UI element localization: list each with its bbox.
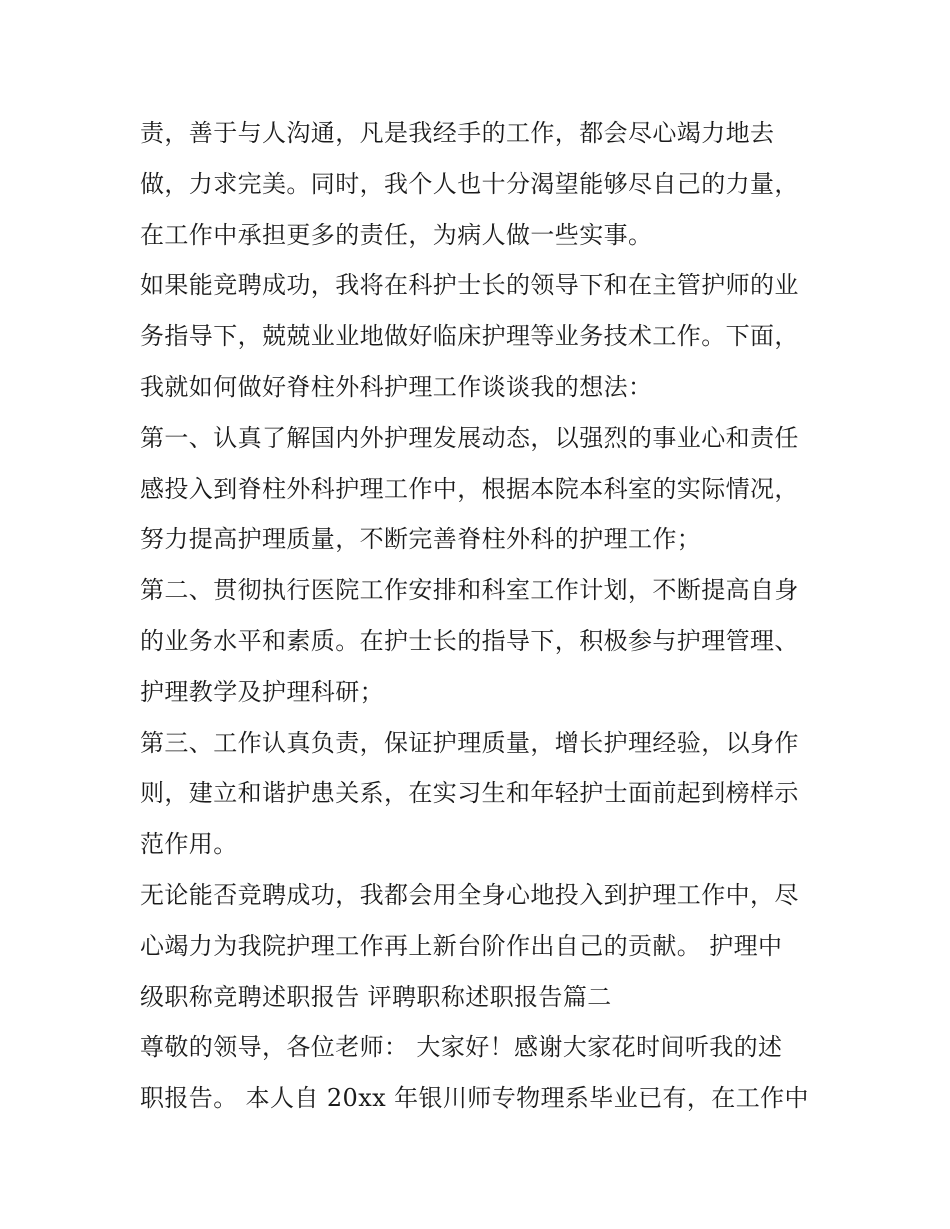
- text-line: 尊敬的领导，各位老师： 大家好！感谢大家花时间听我的述: [140, 1033, 783, 1062]
- text-line: 如果能竞聘成功，我将在科护士长的领导下和在主管护师的业: [140, 271, 799, 300]
- document-body: [140, 108, 815, 1124]
- text-line: 心竭力为我院护理工作再上新台阶作出自己的贡献。 护理中: [140, 931, 783, 960]
- text-line: 第二、贯彻执行医院工作安排和科室工作计划，不断提高自身: [140, 576, 799, 605]
- text-line: 我就如何做好脊柱外科护理工作谈谈我的想法：: [140, 372, 653, 401]
- text-line: 范作用。: [140, 830, 238, 859]
- text-line: 级职称竞聘述职报告 评聘职称述职报告篇二: [140, 982, 612, 1011]
- text-line: 感投入到脊柱外科护理工作中，根据本院本科室的实际情况，: [140, 474, 799, 503]
- text-line: 的业务水平和素质。在护士长的指导下，积极参与护理管理、: [140, 626, 799, 655]
- text-line: 在工作中承担更多的责任，为病人做一些实事。: [140, 220, 653, 249]
- text-line: 则，建立和谐护患关系，在实习生和年轻护士面前起到榜样示: [140, 779, 799, 808]
- text-line: 务指导下，兢兢业业地做好临床护理等业务技术工作。下面，: [140, 322, 799, 351]
- text-line: 职报告。 本人自 20xx 年银川师专物理系毕业已有，在工作中: [140, 1084, 809, 1113]
- text-line: 努力提高护理质量，不断完善脊柱外科的护理工作；: [140, 525, 702, 554]
- text-line: 无论能否竞聘成功，我都会用全身心地投入到护理工作中，尽: [140, 880, 799, 909]
- text-line: 第三、工作认真负责，保证护理质量，增长护理经验，以身作: [140, 728, 799, 757]
- text-line: 做，力求完美。同时，我个人也十分渴望能够尽自己的力量，: [140, 169, 799, 198]
- text-line: 护理教学及护理科研；: [140, 677, 384, 706]
- text-line: 责，善于与人沟通，凡是我经手的工作，都会尽心竭力地去: [140, 119, 775, 147]
- text-line: 第一、认真了解国内外护理发展动态，以强烈的事业心和责任: [140, 423, 799, 452]
